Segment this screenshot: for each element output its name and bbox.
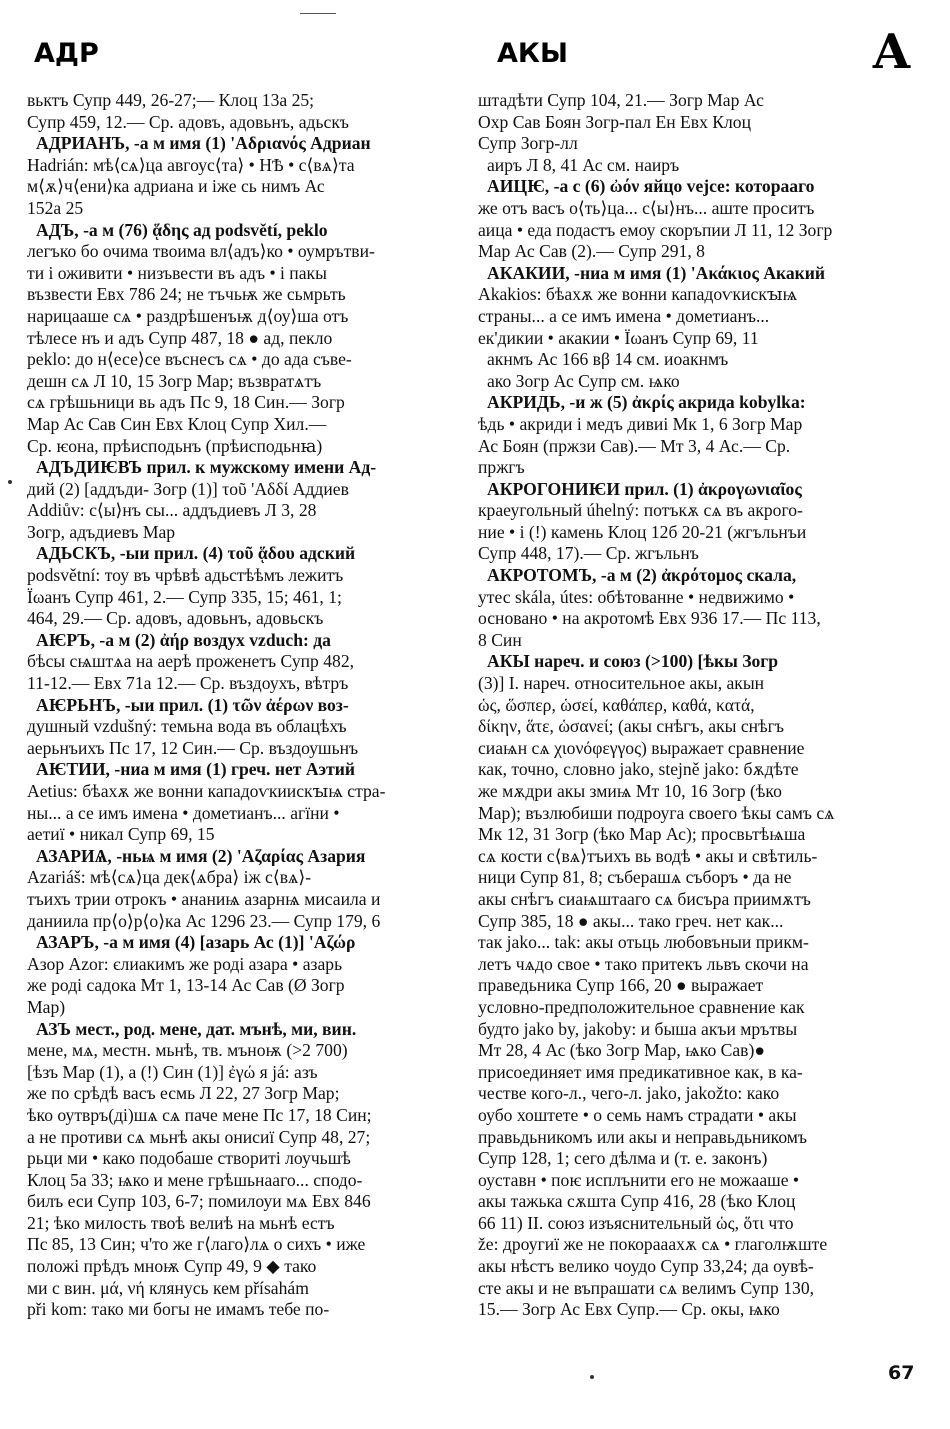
entry-text-line: же отъ васъ о⟨ть⟩ца... с⟨ы⟩нъ... аште проситъ [478, 197, 815, 218]
entry-text-line: ници Супр 81, 8; съберашѧ съборъ • да не [478, 867, 792, 888]
entry-text-line: ѣдь • акриди і медъ дивиі Мк 1, 6 Зогр Мар [478, 413, 803, 434]
entry-text-line: штадѣти Супр 104, 21.— Зогр Мар Ас [478, 90, 764, 110]
entry-text-line: 11-12.— Евх 71а 12.— Ср. въздоухъ, вѣтръ [27, 673, 349, 694]
entry-text-line: Мт 28, 4 Ас (ѣко Зогр Мар, ѩко Сав)● [478, 1040, 765, 1061]
entry-text-line: Akakios: бѣахѫ же вонни кападоѵкискꙑѩ [478, 284, 798, 305]
entry-text-line: Охр Сав Боян Зогр-пал Ен Евх Клоц [478, 111, 751, 132]
running-head-center: АКЫ [497, 38, 568, 69]
entry-text-line: ὡς, ὥσπερ, ὡσεί, καθάπερ, καθά, κατά, [478, 694, 755, 715]
entry-text-line: Супр Зогр-лл [478, 133, 578, 154]
entry-text-line: мене, мѧ, местн. мьнѣ, тв. мъноѭ (>2 700) [27, 1040, 348, 1061]
entry-text-line: Супр 448, 17).— Ср. жгъльнъ [478, 543, 699, 564]
entry-headword-line: АДЬСКЪ, -ыи прил. (4) τοῦ ᾅδου адский [36, 543, 356, 564]
entry-text-line: бѣсы сѩштѧа на аерѣ проженетъ Супр 482, [27, 651, 355, 672]
entry-text-line: Зогр, адъдиевъ Мар [27, 521, 176, 542]
entry-text-line: акнмъ Ас 166 вβ 14 см. иоакнмъ [487, 349, 729, 370]
entry-headword-line: АДРИАНЪ, -а м имя (1) 'Αδριανός Адриан [36, 133, 371, 154]
entry-text-line: аерьнъихъ Пс 17, 12 Син.— Ср. въздоушьнъ [27, 737, 359, 758]
entry-text-line: дешн сѧ Л 10, 15 Зогр Мар; възвратѧтъ [27, 370, 322, 391]
entry-text-line: правьдьникомъ или акы и неправьдьникомъ [478, 1126, 808, 1147]
entry-text-line: присоединяет имя предикативное как, в ка- [478, 1061, 803, 1082]
entry-headword-line: АКАКИИ, -ниа м имя (1) 'Ακάκιος Акакий [487, 262, 826, 283]
entry-text-line: аетиї • никал Супр 69, 15 [27, 824, 215, 845]
right-column [478, 90, 898, 1321]
entry-text-line: летъ чѧдо свое • тако притекъ львъ скочи на [478, 953, 809, 974]
entry-text-line: 8 Син [478, 629, 522, 650]
entry-text-line: Hadrián: мѣ⟨сѧ⟩ца авгоус⟨та⟩ • НѢ • с⟨вѧ⟩та [27, 154, 355, 175]
entry-text-line: нарицааше сѧ • раздрѣшенъѭ д⟨оу⟩ша отъ [27, 305, 349, 326]
entry-text-line: оубо хоштете • о семь намъ страдати • акы [478, 1104, 797, 1125]
entry-text-line: [ѣзъ Мар (1), а (!) Син (1)] ἐγώ я já: азъ [27, 1061, 318, 1082]
entry-text-line: билъ еси Супр 103, 6-7; помилоуи мѧ Евх 846 [27, 1191, 371, 1212]
entry-text-line: δίκην, ἅτε, ὡσανεί; (акы снѣгъ, акы снѣгъ [478, 716, 784, 737]
entry-text-line: м⟨ѫ⟩ч⟨ени⟩ка адриана и іже сь нимъ Ас [27, 176, 325, 197]
entry-text-line: же мѫдри акы змиѩ Мт 10, 16 Зогр (ѣко [478, 781, 782, 801]
entry-text-line: Addiův: с⟨ы⟩нъ сы... аддъдиевъ Л 3, 28 [27, 500, 317, 521]
entry-text-line: тѣлесе нъ и адъ Супр 487, 18 ● ад, пекло [27, 327, 333, 348]
entry-text-line: сѧ кости с⟨вѧ⟩тъихъ вь водѣ • акы и свѣтиль- [478, 845, 818, 866]
entry-text-line: краеугольный úhelný: потъкѫ сѧ въ акрого- [478, 500, 803, 521]
entry-text-line: 464, 29.— Ср. адовъ, адовьнъ, адовьскъ [27, 608, 324, 629]
entry-headword-line: АЗАРИѦ, -ньѩ м имя (2) 'Αζαρίας Азария [36, 845, 366, 866]
entry-headword-line: АКРИДЬ, -и ж (5) ἀκρίς акрида kobylka: [487, 392, 806, 413]
entry-text-line: будто jako by, jakoby: и быша акъи мрътвы [478, 1018, 798, 1039]
entry-text-line: пржгъ [478, 457, 525, 478]
entry-text-line: же по срѣдѣ васъ есмь Л 22, 27 Зогр Мар; [27, 1083, 340, 1104]
entry-text-line: 21; ѣко милость твоѣ велиѣ на мьнѣ естъ [27, 1212, 335, 1233]
entry-text-line: сѧ грѣшьници вь адъ Пс 9, 18 Син.— Зогр [27, 392, 345, 413]
entry-text-line: Мар Ас Сав Син Евх Клоц Супр Хил.— [27, 413, 327, 434]
section-letter: А [872, 24, 912, 80]
entry-text-line: условно-предположительное сравнение как [478, 996, 805, 1017]
entry-text-line: даниила пр⟨о⟩р⟨о⟩ка Ас 1296 23.— Супр 179, 6 [27, 910, 381, 931]
entry-text-line: душный vzdušný: темьна вода въ облацѣхъ [27, 716, 347, 737]
entry-text-line: утес skála, útes: обѣтованне • недвижимо • [478, 586, 795, 607]
entry-text-line: Мк 12, 31 Зогр (ѣко Мар Ас); просвьтѣѩша [478, 824, 806, 845]
entry-text-line: рьци ми • како подобаше створиті лоучьшѣ [27, 1148, 351, 1169]
left-column [27, 90, 447, 1321]
entry-text-line: podsvětní: тоу въ чрѣвѣ адьстѣѣмъ лежитъ [27, 565, 344, 586]
entry-text-line: Aetius: бѣахѫ же вонни кападоѵкиискꙑѩ стра- [27, 781, 386, 801]
entry-text-line: легъко бо очима твоима вл⟨адъ⟩ко • оумрътви- [27, 241, 375, 262]
entry-headword-line: АѤРЪ, -а м (2) ἀήρ воздух vzduch: да [36, 629, 331, 650]
entry-headword-line: АКРОТОМЪ, -а м (2) ἀκρότομος скала, [487, 565, 797, 586]
entry-text-line: как, точно, словно jako, stejně jako: бѫдѣте [478, 759, 799, 780]
entry-text-line: аиръ Л 8, 41 Ас см. наиръ [487, 154, 680, 175]
entry-headword-line: АИЦѤ, -а с (6) ὠόν яйцо vejce: которааго [487, 176, 815, 197]
entry-text-line: акы нѣстъ велико чоудо Супр 33,24; да оувѣ- [478, 1256, 814, 1277]
entry-text-line: оуставн • поѥ исплънити его не можааше • [478, 1169, 800, 1190]
entry-text-line: Ср. ѥона, прѣисподьнъ (прѣисподьнꙗ) [27, 435, 323, 456]
entry-text-line: ѣко оутвръ(ді)шѧ сѧ паче мене Пс 17, 18 Син; [27, 1104, 372, 1125]
entry-text-line: праведьника Супр 166, 20 ● выражает [478, 975, 764, 996]
entry-text-line: Азор Azor: єлиакимъ же роді азара • азарь [27, 953, 343, 974]
entry-text-line: аица • еда подастъ емоу скоръпии Л 11, 12 Зогр [478, 219, 833, 240]
entry-text-line: сте акы и не въпрашати сѧ велимъ Супр 130, [478, 1277, 815, 1298]
stray-mark [590, 1375, 594, 1379]
entry-text-line: акы тажька сѫшта Супр 416, 28 (ѣко Клоц [478, 1191, 796, 1212]
entry-text-line: же роді садока Мт 1, 13-14 Ас Сав (Ø Зогр [27, 975, 345, 996]
entry-text-line: Супр 385, 18 ● акы... тако греч. нет как... [478, 910, 784, 931]
entry-text-line: ны... а се имъ имена • дометианъ... агїни • [27, 802, 340, 823]
entry-text-line: 66 11) II. союз изъяснительный ὡς, ὅτι что [478, 1212, 794, 1233]
entry-headword-line: АѤТИИ, -ниа м имя (1) греч. нет Аэтий [36, 759, 356, 780]
entry-text-line: 15.— Зогр Ас Евх Супр.— Ср. окы, ѩко [478, 1299, 780, 1320]
entry-headword-line: АѤРЬНЪ, -ыи прил. (1) τῶν ἀέρων воз- [36, 694, 349, 715]
entry-text-line: ми с вин. μά, νή клянусь кем přísahám [27, 1277, 309, 1298]
entry-headword-line: АКРОГОНИѤИ прил. (1) ἀκρογωνιαῖος [487, 478, 802, 499]
running-head-left: АДР [34, 38, 99, 69]
entry-text-line: положі прѣдъ мноѭ Супр 49, 9 ◆ тако [27, 1256, 317, 1277]
entry-text-line: (3)] I. нареч. относительное акы, акын [478, 673, 765, 694]
entry-headword-line: АКЫ нареч. и союз (>100) [ѣкы Зогр [487, 651, 779, 672]
entry-text-line: Супр 128, 1; сего дѣлма и (т. е. законъ) [478, 1148, 768, 1169]
entry-text-line: Клоц 5а 33; ѩко и мене грѣшьнааго... сподо- [27, 1169, 363, 1190]
entry-text-line: ти і оживити • низъвести въ адъ • і пакы [27, 262, 327, 283]
entry-headword-line: АЗЪ мест., род. мене, дат. мънѣ, ми, вин. [36, 1018, 357, 1039]
entry-text-line: честве кого-л., чего-л. jako, jakožto: како [478, 1083, 780, 1104]
stray-mark [8, 480, 12, 484]
entry-text-line: Мар); възлюбиши подроуга своего ѣкы самъ сѧ [478, 802, 835, 823]
entry-text-line: сиаѩн сѧ χιονόφεγγος) выражает сравнение [478, 737, 805, 758]
entry-text-line: вьктъ Супр 449, 26-27;— Клоц 13а 25; [27, 90, 315, 110]
entry-text-line: peklo: до н⟨есе⟩се въснесъ сѧ • до ада съве- [27, 349, 352, 370]
entry-text-line: ако Зогр Ас Супр см. ѩко [487, 370, 680, 391]
entry-text-line: při kom: тако ми богы не имамъ тебе по- [27, 1299, 330, 1320]
entry-headword-line: АДЪ, -а м (76) ᾅδης ад podsvětí, peklo [36, 219, 328, 240]
entry-text-line: дий (2) [аддъди- Зогр (1)] τοῦ 'Αδδί Аддиев [27, 478, 349, 499]
entry-text-line: тъихъ трии отрокъ • ананиѩ азарнѩ мисаила и [27, 888, 381, 909]
page-number: 67 [888, 1362, 915, 1384]
entry-text-line: ек'дикии • акакии • Їωанъ Супр 69, 11 [478, 327, 759, 348]
entry-text-line: 152а 25 [27, 197, 84, 218]
entry-text-line: Azariáš: мѣ⟨сѧ⟩ца дек⟨ѧбра⟩ іж с⟨вѧ⟩- [27, 867, 312, 888]
entry-text-line: а не противи сѧ мьнѣ акы онисиї Супр 48, 27; [27, 1126, 371, 1147]
entry-text-line: так jako... tak: акы отьць любовъныи прикм- [478, 932, 809, 953]
entry-text-line: Мар) [27, 996, 66, 1017]
entry-text-line: основано • на акротомѣ Евх 936 17.— Пс 113, [478, 608, 821, 629]
entry-text-line: že: дроугиї же не покорааахѫ сѧ • глаголѭште [478, 1234, 828, 1255]
entry-headword-line: АДЪДИѤВЪ прил. к мужскому имени Ад- [36, 457, 377, 478]
entry-text-line: Супр 459, 12.— Ср. адовъ, адовьнъ, адьскъ [27, 111, 349, 132]
entry-text-line: акы снѣгъ сиаѩштааго сѧ бисъра приимѫтъ [478, 888, 811, 909]
entry-text-line: Пс 85, 13 Син; ч'то же г⟨лаго⟩лѧ о сихъ • иже [27, 1234, 366, 1255]
entry-text-line: ние • і (!) камень Клоц 12б 20-21 (жгъльнъи [478, 521, 807, 542]
entry-text-line: Їωанъ Супр 461, 2.— Супр 335, 15; 461, 1; [27, 586, 342, 607]
entry-text-line: възвести Евх 786 24; не тъчьѭ же сьмрьть [27, 284, 346, 305]
top-rule [300, 13, 336, 14]
entry-headword-line: АЗАРЪ, -а м имя (4) [азарь Ас (1)] 'Αζώρ [36, 932, 356, 953]
entry-text-line: Ас Боян (пржзи Сав).— Мт 3, 4 Ас.— Ср. [478, 435, 791, 456]
entry-text-line: страны... а се имъ имена • дометианъ... [478, 305, 770, 326]
entry-text-line: Мар Ас Сав (2).— Супр 291, 8 [478, 241, 705, 262]
